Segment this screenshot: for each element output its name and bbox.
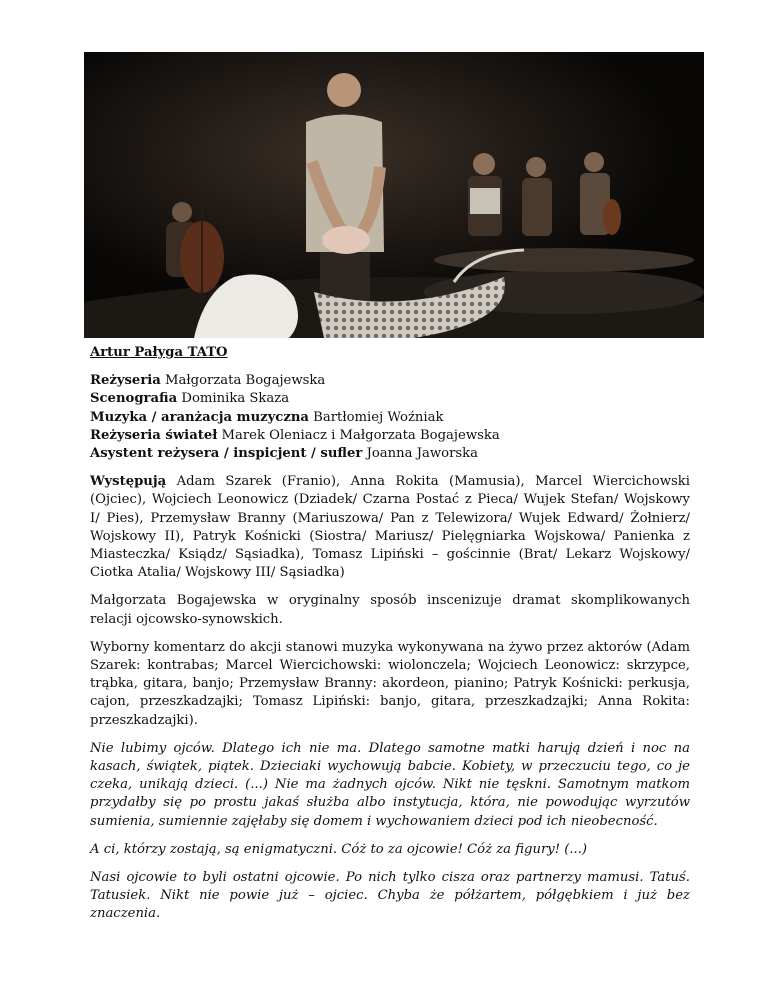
credit-line [90,409,690,427]
credit-line [90,372,690,390]
cast-paragraph [90,473,690,582]
stage-photo [84,52,704,338]
credit-line [90,390,690,408]
music-paragraph: Wyborny komentarz do akcji stanowi muzyka wykonywana na żywo przez aktorów (Adam Szarek: kontrabas; Marcel Wiercichowski: wiolonczela; Wojciech Leonowicz: skrzypce, trąbka, gitara, banjo; Przemysław Branny: akordeon, pianino; Patryk Kośnicki: perkusja, cajon, przeszkadzajki; Tomasz Lipiński: banjo, gitara, przeszkadzajki; Anna Rokita: przeszkadzajki). [90,639,690,728]
quote-paragraph: A ci, którzy zostają, są enigmatyczni. Cóż to za ojcowie! Cóż za figury! (...) [90,841,588,857]
credit-name: Marek Oleniacz i Małgorzata Bogajewska [221,427,500,443]
cast-label: Występują [90,474,167,490]
credit-name: Dominika Skaza [181,391,290,407]
credit-role: Asystent reżysera / inspicjent / sufler [90,446,363,462]
credit-role: Scenografia [90,391,178,407]
credit-role: Muzyka / aranżacja muzyczna [90,409,309,425]
credit-role: Reżyseria świateł [90,427,218,443]
credit-name: Małgorzata Bogajewska [165,373,326,389]
stage-photo-drawing [84,52,704,338]
credit-line [90,445,690,463]
intro-paragraph: Małgorzata Bogajewska w oryginalny sposób inscenizuje dramat skomplikowanych relacji ojcowsko-synowskich. [90,593,690,627]
cast-text: Adam Szarek (Franio), Anna Rokita (Mamusia), Marcel Wiercichowski (Ojciec), Wojciech Leonowicz (Dziadek/ Czarna Postać z Pieca/ Wujek Stefan/ Wojskowy I/ Pies), Przemysław Branny (Mariuszowa/ Pan z Telewizora/ Wujek Edward/ Żołnierz/ Wojskowy II), Patryk Kośnicki (Siostra/ Mariusz/ Pielęgniarka Wojskowa/ Panienka z Miasteczka/ Ksiądz/ Sąsiadka), Tomasz Lipiński – gościnnie (Brat/ Lekarz Wojskowy/ Ciotka Atalia/ Wojskowy III/ Sąsiadka) [90,474,690,581]
quote-paragraph: Nasi ojcowie to byli ostatni ojcowie. Po nich tylko cisza oraz partnerzy mamusi. Tatuś. Tatusiek. Nikt nie powie już – ojciec. Chyba że półżartem, półgębkiem i już bez znaczenia. [90,870,690,922]
credit-name: Bartłomiej Woźniak [313,409,444,425]
credit-name: Joanna Jaworska [366,446,478,462]
credit-role: Reżyseria [90,373,161,389]
document-body [90,344,690,934]
credit-line [90,427,690,445]
quote-paragraph: Nie lubimy ojców. Dlatego ich nie ma. Dlatego samotne matki harują dzień i noc na kasach, świątek, piątek. Dzieciaki wychowują babcie. Kobiety, w przeczuciu tego, co je czeka, unikają dzieci. (...) Nie ma żadnych ojców. Nikt nie tęskni. Samotnym matkom przydałby się po prostu jakaś służba albo instytucja, która, nie powodując wyrzutów sumienia, sumiennie zajęłaby się domem i wychowaniem dzieci pod ich nieobecność. [90,740,690,829]
document-title: Artur Pałyga TATO [90,345,228,360]
credits-list [90,372,690,463]
